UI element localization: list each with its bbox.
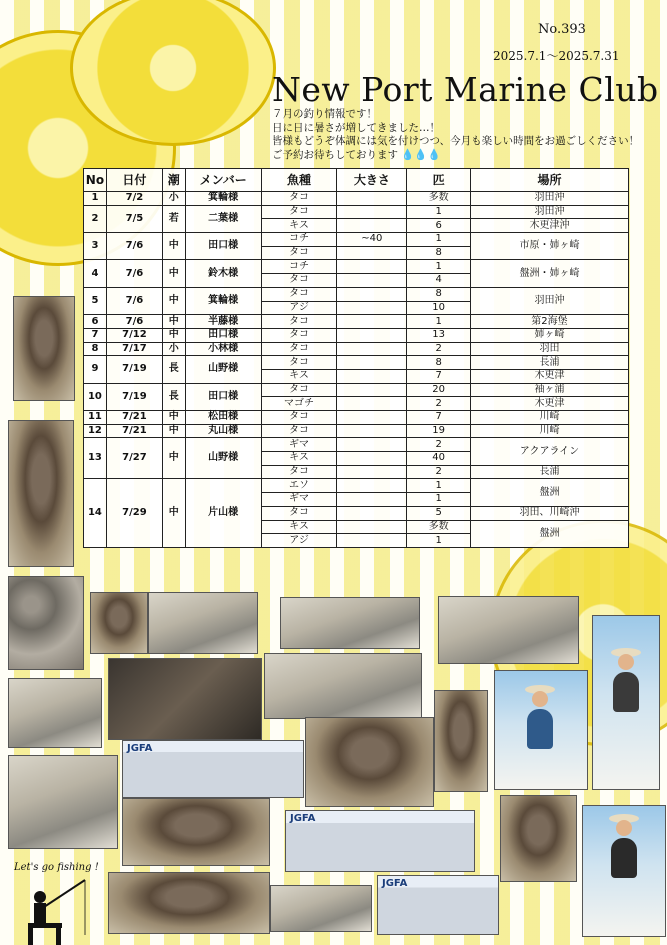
entry-member: 箕輪様 [185, 287, 261, 314]
table-row [84, 315, 629, 329]
entry-no: 13 [84, 438, 107, 479]
entry-tide: 中 [162, 424, 185, 438]
octopus-photo-2 [8, 420, 74, 567]
table-row [84, 342, 629, 356]
entry-size [337, 506, 407, 520]
entry-species: エソ [261, 479, 337, 493]
entry-species: キス [261, 219, 337, 233]
table-row [84, 192, 629, 206]
angler-photo-3 [582, 805, 666, 937]
fishing-silhouette-icon [10, 875, 90, 945]
entry-count: 2 [407, 342, 471, 356]
entry-count: 1 [407, 493, 471, 507]
table-row [84, 383, 629, 397]
entry-tide: 中 [162, 479, 185, 547]
message-line-1: ７月の釣り情報です！ [272, 108, 377, 120]
entry-size [337, 342, 407, 356]
entry-species: タコ [261, 205, 337, 219]
entry-place: 羽田沖 [470, 205, 628, 219]
angler-photo-1 [494, 670, 588, 790]
entry-date: 7/17 [106, 342, 162, 356]
entry-tide: 小 [162, 342, 185, 356]
entry-size [337, 369, 407, 383]
entry-count: 1 [407, 205, 471, 219]
entry-count: 6 [407, 219, 471, 233]
entry-count: 5 [407, 506, 471, 520]
entry-count: 13 [407, 328, 471, 342]
entry-count: 2 [407, 465, 471, 479]
entry-place: 木更津 [470, 397, 628, 411]
entry-count: 40 [407, 452, 471, 466]
entry-size [337, 301, 407, 315]
entry-species: タコ [261, 192, 337, 206]
entry-size [337, 205, 407, 219]
entry-species: タコ [261, 328, 337, 342]
entry-species: タコ [261, 506, 337, 520]
entry-no: 3 [84, 233, 107, 260]
table-row [84, 205, 629, 219]
entry-count: 20 [407, 383, 471, 397]
message-line-2: 日に日に暑さが増してきました…！ [272, 121, 440, 134]
entry-tide: 長 [162, 383, 185, 410]
entry-date: 7/6 [106, 287, 162, 314]
entry-count: 8 [407, 287, 471, 301]
entry-species: キス [261, 520, 337, 534]
octopus-pile-photo [305, 717, 434, 807]
monthly-message [272, 108, 639, 162]
entry-species: タコ [261, 356, 337, 370]
entry-size [337, 493, 407, 507]
entry-tide: 中 [162, 411, 185, 425]
fish-on-gravel-photo [8, 576, 84, 670]
entry-no: 10 [84, 383, 107, 410]
col-header-count: 匹 [407, 169, 471, 192]
fish-pile-photo [8, 755, 118, 849]
table-row [84, 328, 629, 342]
entry-species: タコ [261, 315, 337, 329]
fishing-log-table [83, 168, 629, 548]
entry-species: タコ [261, 246, 337, 260]
entry-tide: 中 [162, 315, 185, 329]
entry-member: 山野様 [185, 356, 261, 383]
club-title: New Port Marine Club [272, 70, 659, 109]
entry-member: 松田様 [185, 411, 261, 425]
water-drop-icons: 💧💧💧 [401, 148, 441, 161]
col-header-tide: 潮 [162, 169, 185, 192]
entry-date: 7/21 [106, 411, 162, 425]
entry-size [337, 356, 407, 370]
entry-place: 川崎 [470, 411, 628, 425]
entry-place: 長浦 [470, 465, 628, 479]
entry-species: タコ [261, 274, 337, 288]
entry-tide: 若 [162, 205, 185, 232]
entry-tide: 長 [162, 356, 185, 383]
entry-count: 19 [407, 424, 471, 438]
entry-place: 長浦 [470, 356, 628, 370]
entry-count: 多数 [407, 192, 471, 206]
fish-on-board-photo-1 [8, 678, 102, 748]
entry-species: タコ [261, 287, 337, 301]
entry-size [337, 246, 407, 260]
entry-member: 小林様 [185, 342, 261, 356]
jgfa-label-2: JGFA [290, 813, 316, 824]
issue-number: No.393 [538, 22, 586, 37]
octopus-cooler-photo [108, 658, 262, 740]
entry-date: 7/6 [106, 315, 162, 329]
entry-place: 袖ヶ浦 [470, 383, 628, 397]
fish-measure-photo [264, 653, 422, 719]
entry-member: 田口様 [185, 233, 261, 260]
entry-no: 8 [84, 342, 107, 356]
entry-date: 7/19 [106, 356, 162, 383]
entry-count: 8 [407, 246, 471, 260]
entry-species: タコ [261, 424, 337, 438]
entry-date: 7/21 [106, 424, 162, 438]
table-body [84, 192, 629, 548]
entry-member: 箕輪様 [185, 192, 261, 206]
entry-place: 市原・姉ヶ崎 [470, 233, 628, 260]
entry-size [337, 328, 407, 342]
entry-tide: 中 [162, 438, 185, 479]
entry-member: 半藤様 [185, 315, 261, 329]
entry-count: 7 [407, 411, 471, 425]
entry-no: 4 [84, 260, 107, 287]
entry-no: 11 [84, 411, 107, 425]
octopus-bucket-photo [122, 798, 270, 866]
entry-member: 田口様 [185, 383, 261, 410]
entry-size: ~40 [337, 233, 407, 247]
entry-species: タコ [261, 383, 337, 397]
entry-tide: 小 [162, 192, 185, 206]
issue-period: 2025.7.1～2025.7.31 [493, 49, 620, 63]
entry-member: 鈴木様 [185, 260, 261, 287]
table-row [84, 438, 629, 452]
entry-size [337, 383, 407, 397]
entry-no: 1 [84, 192, 107, 206]
entry-count: 4 [407, 274, 471, 288]
jgfa-octopus-photo-3 [377, 875, 499, 935]
entry-count: 多数 [407, 520, 471, 534]
octopus-row-photo [108, 872, 270, 934]
entry-size [337, 287, 407, 301]
entry-no: 12 [84, 424, 107, 438]
entry-size [337, 192, 407, 206]
entry-place: 木更津沖 [470, 219, 628, 233]
entry-place: 川崎 [470, 424, 628, 438]
col-header-size: 大きさ [337, 169, 407, 192]
entry-size [337, 411, 407, 425]
entry-count: 1 [407, 315, 471, 329]
entry-tide: 中 [162, 287, 185, 314]
entry-date: 7/27 [106, 438, 162, 479]
table-header-row [84, 169, 629, 192]
entry-size [337, 274, 407, 288]
table-row [84, 287, 629, 301]
table-row [84, 411, 629, 425]
entry-place: 第2海堡 [470, 315, 628, 329]
entry-date: 7/6 [106, 260, 162, 287]
entry-species: タコ [261, 411, 337, 425]
col-header-date: 日付 [106, 169, 162, 192]
lets-go-fishing-text: Let's go fishing ! [14, 862, 99, 873]
message-line-4: ご予約お待ちしております [272, 148, 398, 161]
entry-tide: 中 [162, 328, 185, 342]
entry-count: 8 [407, 356, 471, 370]
entry-place: 羽田 [470, 342, 628, 356]
entry-count: 2 [407, 397, 471, 411]
entry-place: 盤洲 [470, 520, 628, 547]
octopus-photo-1 [13, 296, 75, 401]
octopus-held-photo [500, 795, 577, 882]
entry-size [337, 520, 407, 534]
entry-species: マゴチ [261, 397, 337, 411]
entry-member: 丸山様 [185, 424, 261, 438]
entry-count: 7 [407, 369, 471, 383]
entry-count: 1 [407, 479, 471, 493]
entry-no: 5 [84, 287, 107, 314]
entry-member: 二葉様 [185, 205, 261, 232]
entry-place: 盤洲 [470, 479, 628, 506]
entry-species: アジ [261, 534, 337, 548]
entry-size [337, 534, 407, 548]
table-row [84, 479, 629, 493]
entry-species: ギマ [261, 438, 337, 452]
entry-count: 10 [407, 301, 471, 315]
entry-place: 羽田、川崎沖 [470, 506, 628, 520]
entry-size [337, 397, 407, 411]
entry-species: ギマ [261, 493, 337, 507]
big-fish-photo [438, 596, 579, 664]
small-fish-row-photo [148, 592, 258, 654]
entry-count: 1 [407, 534, 471, 548]
entry-date: 7/2 [106, 192, 162, 206]
message-line-3: 皆様もどうぞ体調には気を付けつつ、今月も楽しい時間をお過ごしください！ [272, 135, 640, 147]
entry-no: 2 [84, 205, 107, 232]
entry-species: タコ [261, 342, 337, 356]
table-row [84, 424, 629, 438]
jgfa-label-3: JGFA [382, 878, 408, 889]
entry-tide: 中 [162, 260, 185, 287]
entry-date: 7/6 [106, 233, 162, 260]
octopus-photo-3 [90, 592, 148, 654]
table-row [84, 233, 629, 247]
entry-size [337, 315, 407, 329]
entry-member: 田口様 [185, 328, 261, 342]
entry-member: 片山様 [185, 479, 261, 547]
col-header-place: 場所 [470, 169, 628, 192]
entry-place: 盤洲・姉ヶ崎 [470, 260, 628, 287]
fish-bags-photo [270, 885, 372, 932]
entry-species: アジ [261, 301, 337, 315]
entry-no: 14 [84, 479, 107, 547]
entry-date: 7/29 [106, 479, 162, 547]
col-header-no: No [84, 169, 107, 192]
jgfa-label-1: JGFA [127, 743, 153, 754]
entry-size [337, 438, 407, 452]
entry-place: 羽田沖 [470, 192, 628, 206]
entry-date: 7/12 [106, 328, 162, 342]
entry-no: 9 [84, 356, 107, 383]
entry-species: コチ [261, 260, 337, 274]
col-header-member: メンバー [185, 169, 261, 192]
kisu-board-photo [280, 597, 420, 649]
entry-tide: 中 [162, 233, 185, 260]
entry-date: 7/5 [106, 205, 162, 232]
entry-count: 1 [407, 260, 471, 274]
jgfa-octopus-photo-1 [122, 740, 304, 798]
entry-member: 山野様 [185, 438, 261, 479]
entry-place: アクアライン [470, 438, 628, 465]
angler-photo-2 [592, 615, 660, 790]
entry-size [337, 260, 407, 274]
entry-species: コチ [261, 233, 337, 247]
table-row [84, 260, 629, 274]
table-row [84, 356, 629, 370]
entry-count: 2 [407, 438, 471, 452]
entry-size [337, 465, 407, 479]
entry-date: 7/19 [106, 383, 162, 410]
entry-size [337, 479, 407, 493]
jgfa-octopus-photo-2 [285, 810, 475, 872]
entry-no: 7 [84, 328, 107, 342]
entry-count: 1 [407, 233, 471, 247]
entry-size [337, 452, 407, 466]
entry-size [337, 219, 407, 233]
entry-place: 羽田沖 [470, 287, 628, 314]
entry-species: キス [261, 452, 337, 466]
entry-place: 木更津 [470, 369, 628, 383]
hanging-octopus-photo [434, 690, 488, 792]
entry-species: タコ [261, 465, 337, 479]
entry-size [337, 424, 407, 438]
entry-no: 6 [84, 315, 107, 329]
entry-place: 姉ヶ崎 [470, 328, 628, 342]
entry-species: キス [261, 369, 337, 383]
col-header-species: 魚種 [261, 169, 337, 192]
